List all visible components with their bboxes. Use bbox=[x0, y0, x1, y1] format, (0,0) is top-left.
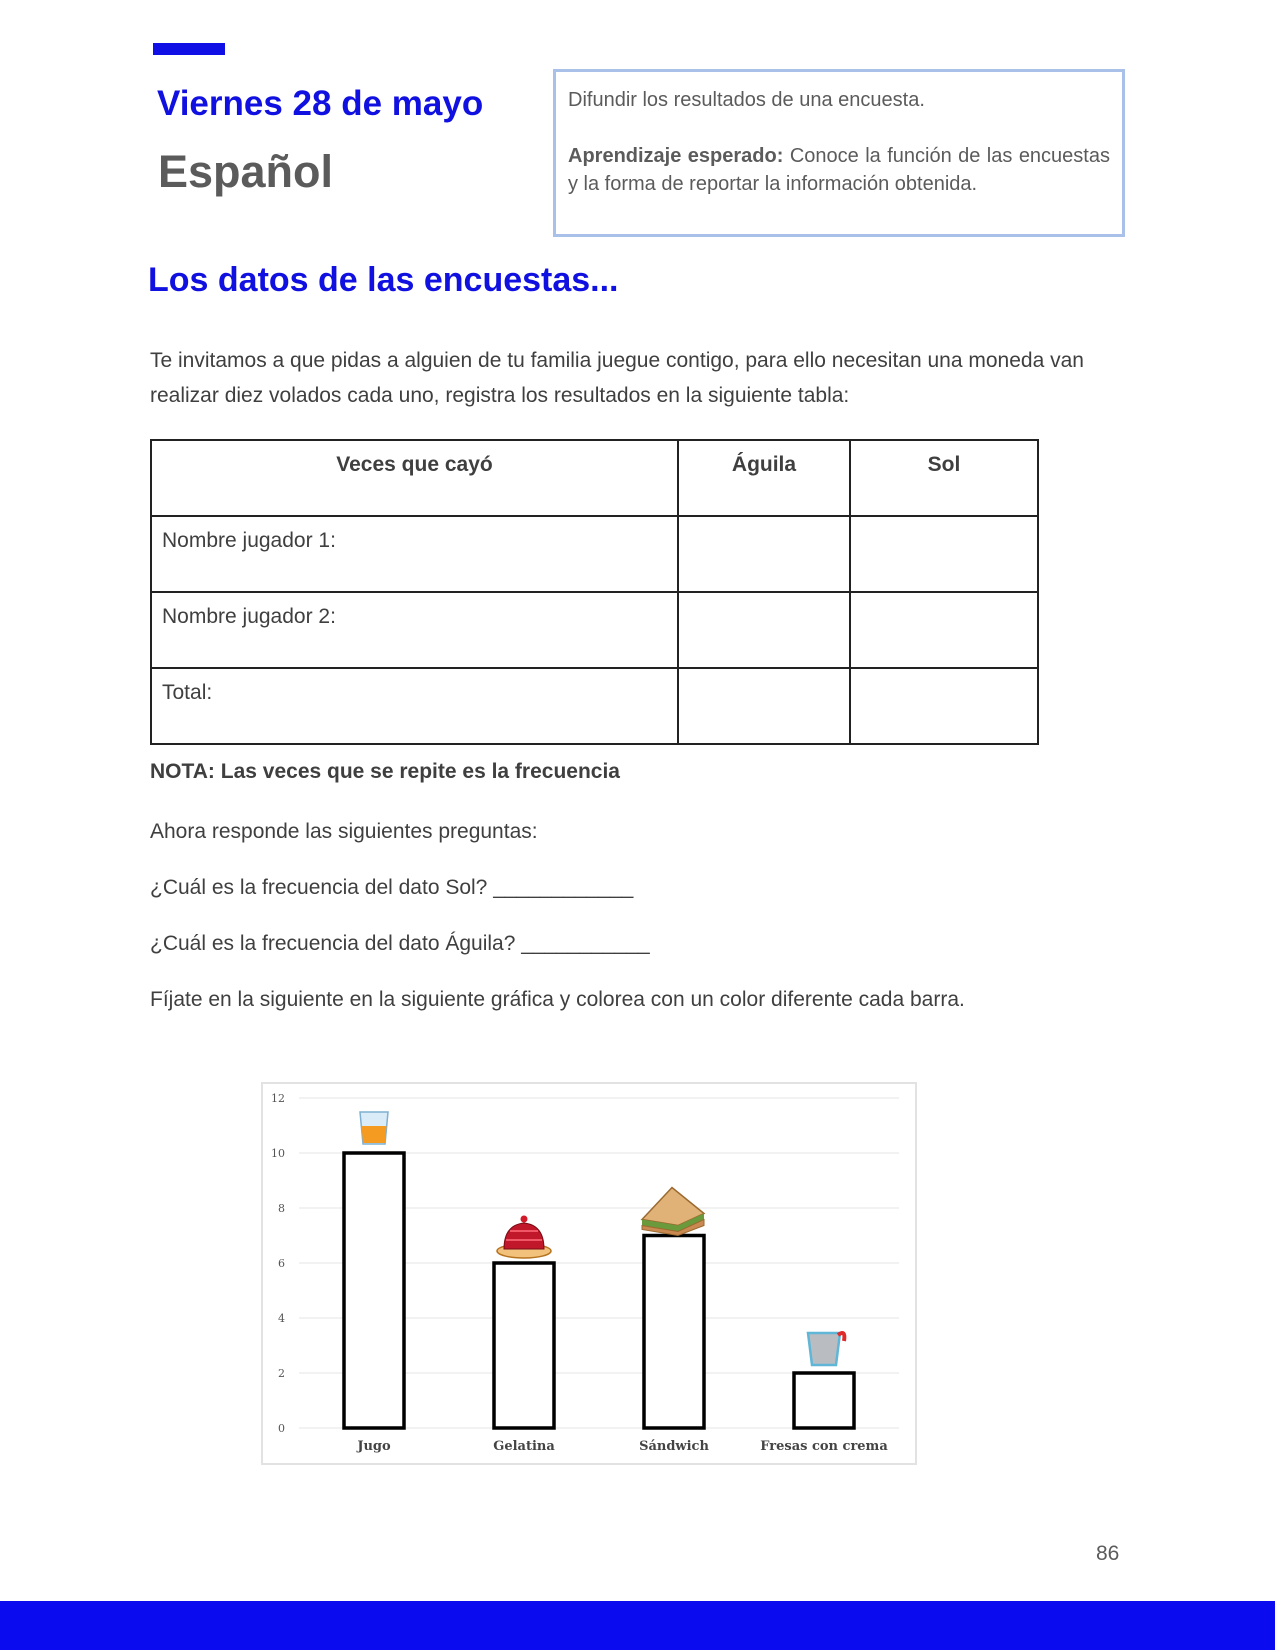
y-tick-label: 0 bbox=[278, 1422, 285, 1435]
coin-toss-table bbox=[150, 439, 1039, 745]
y-tick-label: 2 bbox=[278, 1367, 285, 1380]
bar-gelatina bbox=[494, 1263, 554, 1428]
x-tick-label: Fresas con crema bbox=[760, 1439, 888, 1454]
question-sol-frequency: ¿Cuál es la frecuencia del dato Sol? ____________ bbox=[150, 876, 634, 899]
strawberries-cream-cup-icon bbox=[808, 1333, 844, 1365]
y-tick-label: 8 bbox=[278, 1202, 285, 1215]
date-title: Viernes 28 de mayo bbox=[157, 84, 484, 123]
total-label: Total: bbox=[151, 668, 678, 744]
y-tick-label: 12 bbox=[271, 1092, 285, 1105]
x-tick-label: Sándwich bbox=[639, 1439, 709, 1454]
learning-label: Aprendizaje esperado: bbox=[568, 145, 784, 167]
chart-instruction: Fíjate en la siguiente en la siguiente gráfica y colorea con un color diferente cada barra. bbox=[150, 988, 965, 1011]
learning-outcome bbox=[568, 142, 1110, 198]
bottom-bar bbox=[0, 1601, 1275, 1650]
total-aguila-cell[interactable] bbox=[678, 668, 850, 744]
table-header-veces: Veces que cayó bbox=[151, 440, 678, 516]
purpose-text: Difundir los resultados de una encuesta. bbox=[568, 89, 925, 111]
section-title: Los datos de las encuestas... bbox=[148, 261, 619, 299]
table-row bbox=[151, 516, 1038, 592]
player-1-sol-cell[interactable] bbox=[850, 516, 1038, 592]
table-row bbox=[151, 592, 1038, 668]
question-aguila-frequency: ¿Cuál es la frecuencia del dato Águila? ___________ bbox=[150, 932, 650, 955]
player-1-label: Nombre jugador 1: bbox=[151, 516, 678, 592]
table-header-row bbox=[151, 440, 1038, 516]
player-2-aguila-cell[interactable] bbox=[678, 592, 850, 668]
frequency-note: NOTA: Las veces que se repite es la frecuencia bbox=[150, 760, 620, 783]
total-sol-cell[interactable] bbox=[850, 668, 1038, 744]
questions-intro: Ahora responde las siguientes preguntas: bbox=[150, 820, 538, 843]
y-tick-label: 6 bbox=[278, 1257, 285, 1270]
top-accent-bar bbox=[153, 43, 225, 55]
purpose-box bbox=[553, 69, 1125, 237]
juice-glass-icon bbox=[360, 1112, 388, 1144]
bar-sándwich bbox=[644, 1236, 704, 1429]
page-number: 86 bbox=[1096, 1542, 1120, 1565]
bar-fresas-con-crema bbox=[794, 1373, 854, 1428]
player-2-label: Nombre jugador 2: bbox=[151, 592, 678, 668]
bar-jugo bbox=[344, 1153, 404, 1428]
y-tick-label: 4 bbox=[278, 1312, 285, 1325]
subject-title: Español bbox=[158, 146, 334, 197]
intro-paragraph: Te invitamos a que pidas a alguien de tu familia juegue contigo, para ello necesitan una moneda van realizar diez volados cada uno, registra los resultados en la siguiente tabla: bbox=[150, 349, 1084, 407]
player-2-sol-cell[interactable] bbox=[850, 592, 1038, 668]
x-tick-label: Jugo bbox=[357, 1439, 391, 1454]
gelatin-icon bbox=[497, 1216, 551, 1259]
x-tick-label: Gelatina bbox=[493, 1439, 555, 1454]
bar-chart-frame bbox=[261, 1082, 917, 1465]
learning-text: Conoce la función de las encuestas y la forma de reportar la información obtenida. bbox=[568, 145, 1110, 195]
y-tick-label: 10 bbox=[271, 1147, 285, 1160]
table-row bbox=[151, 668, 1038, 744]
player-1-aguila-cell[interactable] bbox=[678, 516, 850, 592]
table-header-aguila: Águila bbox=[678, 440, 850, 516]
bar-chart bbox=[263, 1084, 915, 1463]
sandwich-icon bbox=[642, 1188, 704, 1236]
table-header-sol: Sol bbox=[850, 440, 1038, 516]
